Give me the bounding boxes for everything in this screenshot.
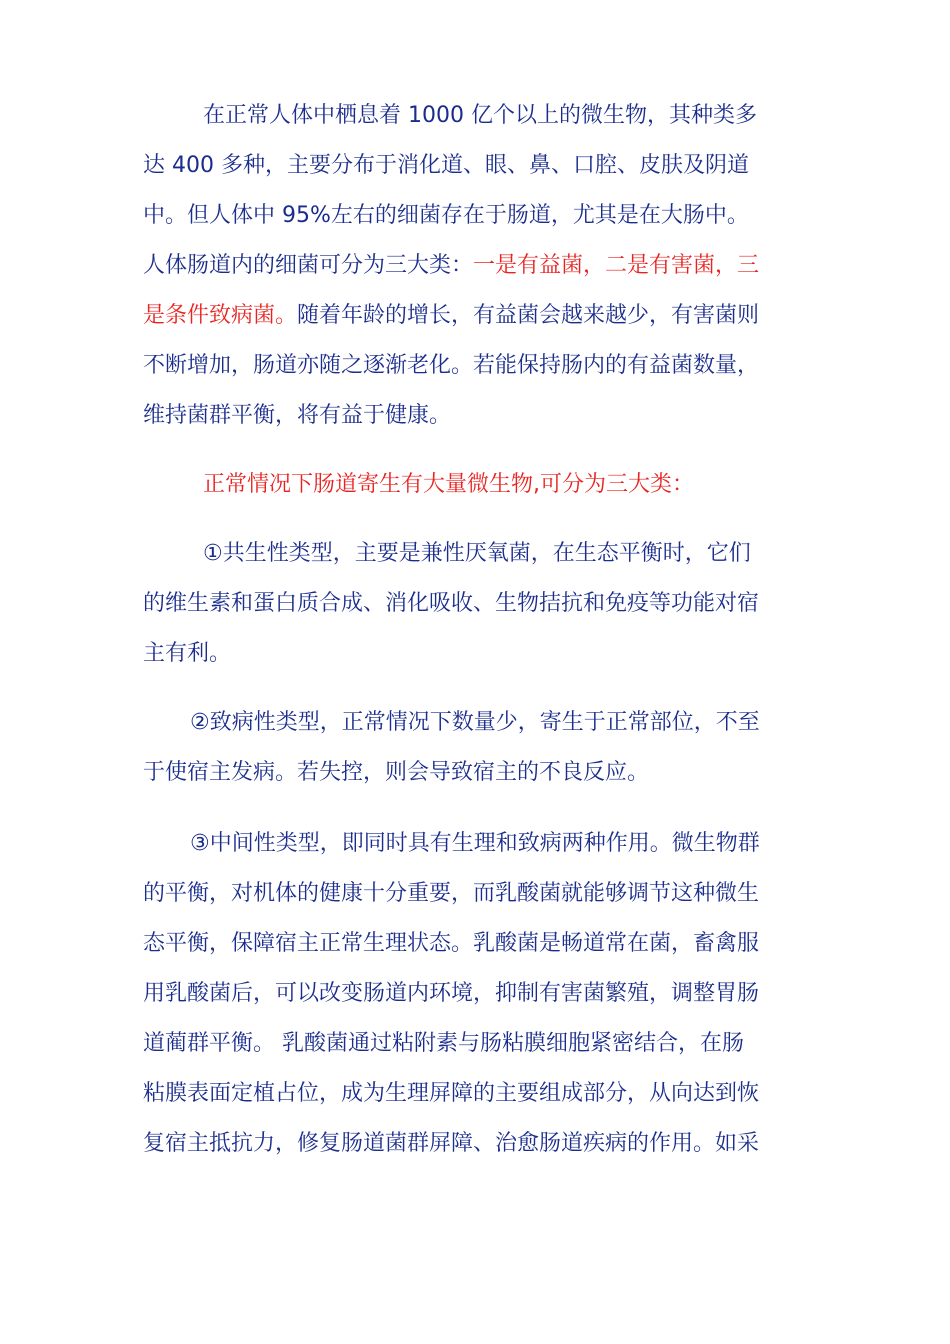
paragraph-4-line-5: 道蔺群平衡。 乳酸菌通过粘附素与肠粘膜细胞紧密结合，在肠 <box>143 1031 744 1056</box>
paragraph-1-line-1: 在正常人体中栖息着 1000 亿个以上的微生物，其种类多 <box>203 103 757 128</box>
paragraph-1-line-4 <box>143 250 759 282</box>
paragraph-4-line-6: 粘膜表面定植占位，成为生理屏障的主要组成部分，从向达到恢 <box>143 1081 760 1106</box>
paragraph-4-line-1: ③中间性类型，即同时具有生理和致病两种作用。微生物群 <box>190 831 760 856</box>
paragraph-4-line-3: 态平衡，保障宿主正常生理状态。乳酸菌是畅道常在菌，畜禽服 <box>143 931 760 956</box>
highlight-text: 是条件致病菌。 <box>143 303 298 328</box>
paragraph-1-line-2: 达 400 多种，主要分布于消化道、眼、鼻、口腔、皮肤及阴道 <box>143 153 749 178</box>
highlight-text: 一是有益菌，二是有害菌，三 <box>473 253 760 278</box>
paragraph-1-line-6: 不断增加，肠道亦随之逐渐老化。若能保持肠内的有益菌数量， <box>143 353 760 378</box>
paragraph-3-line-1: ②致病性类型，正常情况下数量少，寄生于正常部位，不至 <box>190 710 760 735</box>
paragraph-3-line-2: 于使宿主发病。若失控，则会导致宿主的不良反应。 <box>143 760 650 785</box>
paragraph-1-text: 随着年龄的增长，有益菌会越来越少，有害菌则 <box>297 303 760 328</box>
paragraph-4-line-2: 的平衡，对机体的健康十分重要，而乳酸菌就能够调节这种微生 <box>143 881 760 906</box>
section-heading: 正常情况下肠道寄生有大量微生物,可分为三大类： <box>203 472 694 497</box>
paragraph-1-text: 人体肠道内的细菌可分为三大类： <box>143 253 474 278</box>
paragraph-4-line-4: 用乳酸菌后，可以改变肠道内环境，抑制有害菌繁殖，调整胃肠 <box>143 981 760 1006</box>
paragraph-2-line-2: 的维生素和蛋白质合成、消化吸收、生物拮抗和免疫等功能对宿 <box>143 591 760 616</box>
paragraph-2-line-3: 主有利。 <box>143 641 232 666</box>
paragraph-2-line-1: ①共生性类型，主要是兼性厌氧菌，在生态平衡时，它们 <box>203 541 751 566</box>
paragraph-1-line-5 <box>143 300 759 332</box>
paragraph-1-line-3: 中。但人体中 95%左右的细菌存在于肠道，尤其是在大肠中。 <box>143 203 749 228</box>
paragraph-1-line-7: 维持菌群平衡，将有益于健康。 <box>143 403 452 428</box>
paragraph-4-line-7: 复宿主抵抗力，修复肠道菌群屏障、治愈肠道疾病的作用。如采 <box>143 1131 760 1156</box>
